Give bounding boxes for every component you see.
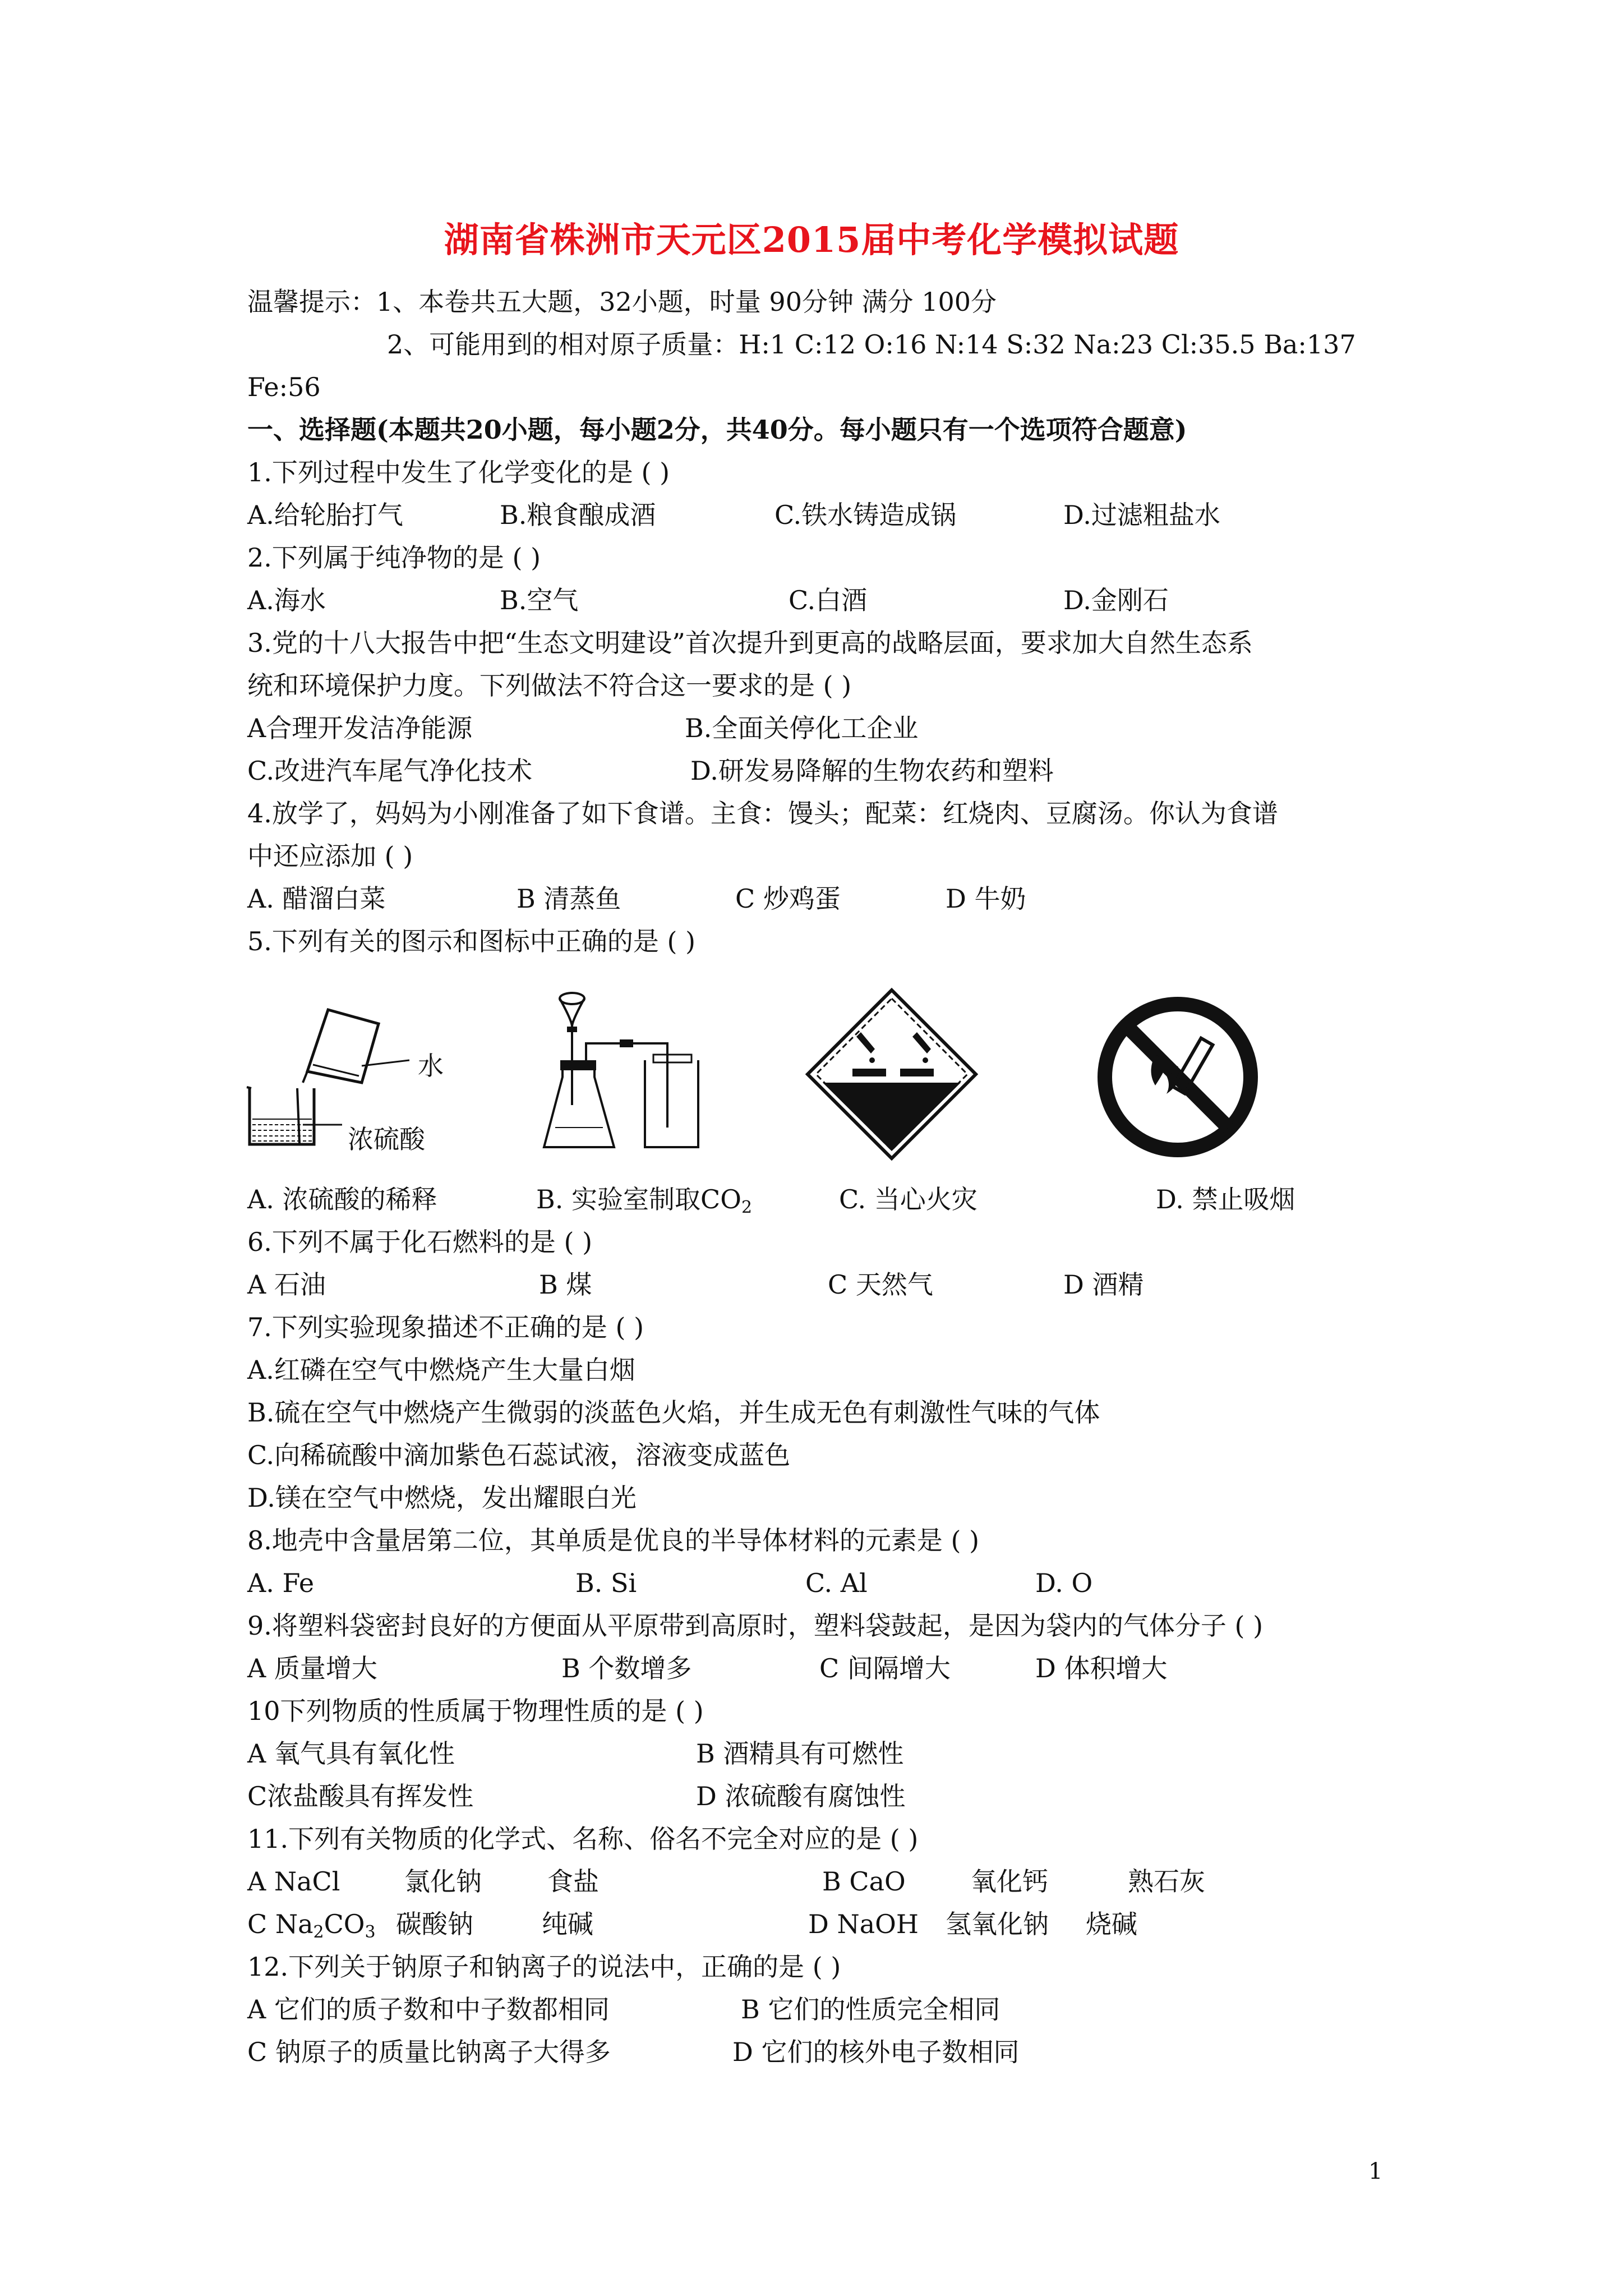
formula-part: CO <box>324 1909 365 1939</box>
option-b-formula: B CaO <box>822 1866 906 1897</box>
option-d: D.过滤粗盐水 <box>1063 500 1220 530</box>
question-4-stem-1: 4.放学了，妈妈为小刚准备了如下食谱。主食：馒头；配菜：红烧肉、豆腐汤。你认为食谱 <box>247 798 1278 829</box>
option-b: B 它们的性质完全相同 <box>741 1994 1000 2024</box>
no-smoking-sign-figure <box>1094 993 1262 1161</box>
option-d: D 浓硫酸有腐蚀性 <box>696 1781 906 1811</box>
question-7-option-b: B.硫在空气中燃烧产生微弱的淡蓝色火焰，并生成无色有刺激性气味的气体 <box>247 1397 1100 1428</box>
option-a: A 氧气具有氧化性 <box>247 1738 455 1769</box>
question-11-stem: 11.下列有关物质的化学式、名称、俗名不完全对应的是 ( ) <box>247 1824 919 1854</box>
page-title: 湖南省株洲市天元区2015届中考化学模拟试题 <box>444 219 1179 260</box>
section-heading: 一、选择题(本题共20小题，每小题2分，共40分。每小题只有一个选项符合题意) <box>247 415 1187 445</box>
page-number: 1 <box>1368 2159 1383 2184</box>
option-a-common: 食盐 <box>547 1866 599 1897</box>
option-d: D. 禁止吸烟 <box>1156 1184 1295 1214</box>
option-b: B 清蒸鱼 <box>517 884 621 914</box>
option-c-name: 碳酸钠 <box>396 1909 473 1939</box>
question-1-stem: 1.下列过程中发生了化学变化的是 ( ) <box>247 457 670 487</box>
question-9-stem: 9.将塑料袋密封良好的方便面从平原带到高原时，塑料袋鼓起，是因为袋内的气体分子 ( ) <box>247 1611 1264 1641</box>
option-c: C 间隔增大 <box>819 1653 951 1683</box>
question-8-stem: 8.地壳中含量居第二位，其单质是优良的半导体材料的元素是 ( ) <box>247 1525 980 1556</box>
option-d: D 它们的核外电子数相同 <box>732 2037 1020 2067</box>
question-7-stem: 7.下列实验现象描述不正确的是 ( ) <box>247 1312 644 1342</box>
option-a: A合理开发洁净能源 <box>247 713 473 743</box>
option-a: A 石油 <box>247 1269 326 1300</box>
option-b-common: 熟石灰 <box>1128 1866 1205 1897</box>
option-d: D.研发易降解的生物农药和塑料 <box>690 756 1054 786</box>
water-label: 水 <box>418 1051 444 1081</box>
option-b: B 煤 <box>539 1269 592 1300</box>
option-b: B. Si <box>575 1568 637 1598</box>
tips-line-2: 2、可能用到的相对原子质量：H:1 C:12 O:16 N:14 S:32 Na:23 Cl:35.5 Ba:137 <box>387 329 1356 360</box>
option-b: B.粮食酿成酒 <box>500 500 656 530</box>
question-7-option-d: D.镁在空气中燃烧，发出耀眼白光 <box>247 1483 637 1513</box>
question-4-stem-2: 中还应添加 ( ) <box>247 841 413 871</box>
tips-line-3: Fe:56 <box>247 372 321 402</box>
option-d-common: 烧碱 <box>1086 1909 1137 1939</box>
option-c: C.改进汽车尾气净化技术 <box>247 756 533 786</box>
option-b <box>536 1182 752 1216</box>
option-b-name: 氧化钙 <box>971 1866 1048 1897</box>
option-a: A.海水 <box>247 585 326 615</box>
option-b: B 酒精具有可燃性 <box>696 1738 904 1769</box>
option-a: A 它们的质子数和中子数都相同 <box>247 1994 610 2024</box>
option-a: A. 醋溜白菜 <box>247 884 386 914</box>
option-c: C 炒鸡蛋 <box>735 884 841 914</box>
question-5-stem: 5.下列有关的图示和图标中正确的是 ( ) <box>247 926 696 956</box>
option-d-name: 氢氧化钠 <box>946 1909 1049 1939</box>
formula-subscript: 2 <box>313 1922 324 1942</box>
option-b-subscript: 2 <box>741 1198 753 1217</box>
option-a: A. 浓硫酸的稀释 <box>247 1184 437 1214</box>
question-12-stem: 12.下列关于钠原子和钠离子的说法中，正确的是 ( ) <box>247 1952 841 1982</box>
formula-subscript: 3 <box>365 1922 376 1942</box>
option-d-formula: D NaOH <box>808 1909 919 1939</box>
option-a-name: 氯化钠 <box>404 1866 482 1897</box>
question-3-stem-1: 3.党的十八大报告中把“生态文明建设”首次提升到更高的战略层面，要求加大自然生态系 <box>247 628 1253 658</box>
question-6-stem: 6.下列不属于化石燃料的是 ( ) <box>247 1227 593 1257</box>
option-c: C 钠原子的质量比钠离子大得多 <box>247 2037 611 2067</box>
option-d: D 牛奶 <box>946 884 1026 914</box>
option-d: D. O <box>1035 1568 1093 1598</box>
option-c-common: 纯碱 <box>542 1909 593 1939</box>
option-c: C. 当心火灾 <box>839 1184 978 1214</box>
option-d: D.金刚石 <box>1063 585 1169 615</box>
option-b: B 个数增多 <box>561 1653 692 1683</box>
option-c-formula <box>247 1907 376 1941</box>
question-10-stem: 10下列物质的性质属于物理性质的是 ( ) <box>247 1696 704 1726</box>
tips-line-1: 温馨提示：1、本卷共五大题，32小题，时量 90分钟 满分 100分 <box>247 287 997 317</box>
option-a: A 质量增大 <box>247 1653 377 1683</box>
option-c: C.铁水铸造成锅 <box>774 500 957 530</box>
option-c: C 天然气 <box>828 1269 933 1300</box>
option-c: C.白酒 <box>789 585 868 615</box>
question-7-option-c: C.向稀硫酸中滴加紫色石蕊试液，溶液变成蓝色 <box>247 1440 791 1470</box>
option-c: C. Al <box>805 1568 868 1598</box>
acid-label: 浓硫酸 <box>348 1124 425 1154</box>
question-3-stem-2: 统和环境保护力度。下列做法不符合这一要求的是 ( ) <box>247 670 852 701</box>
co2-apparatus-figure <box>541 987 721 1156</box>
option-b: B.全面关停化工企业 <box>685 713 919 743</box>
question-2-stem: 2.下列属于纯净物的是 ( ) <box>247 542 541 573</box>
option-d: D 酒精 <box>1063 1269 1144 1300</box>
corrosive-sign-figure <box>805 987 979 1161</box>
option-a: A. Fe <box>247 1568 315 1598</box>
option-c: C浓盐酸具有挥发性 <box>247 1781 474 1811</box>
option-a-formula: A NaCl <box>247 1866 340 1897</box>
option-b: B.空气 <box>500 585 579 615</box>
question-7-option-a: A.红磷在空气中燃烧产生大量白烟 <box>247 1355 635 1385</box>
formula-part: C Na <box>247 1909 313 1939</box>
option-b-text: B. 实验室制取CO <box>536 1184 741 1214</box>
option-a: A.给轮胎打气 <box>247 500 403 530</box>
option-d: D 体积增大 <box>1035 1653 1168 1683</box>
